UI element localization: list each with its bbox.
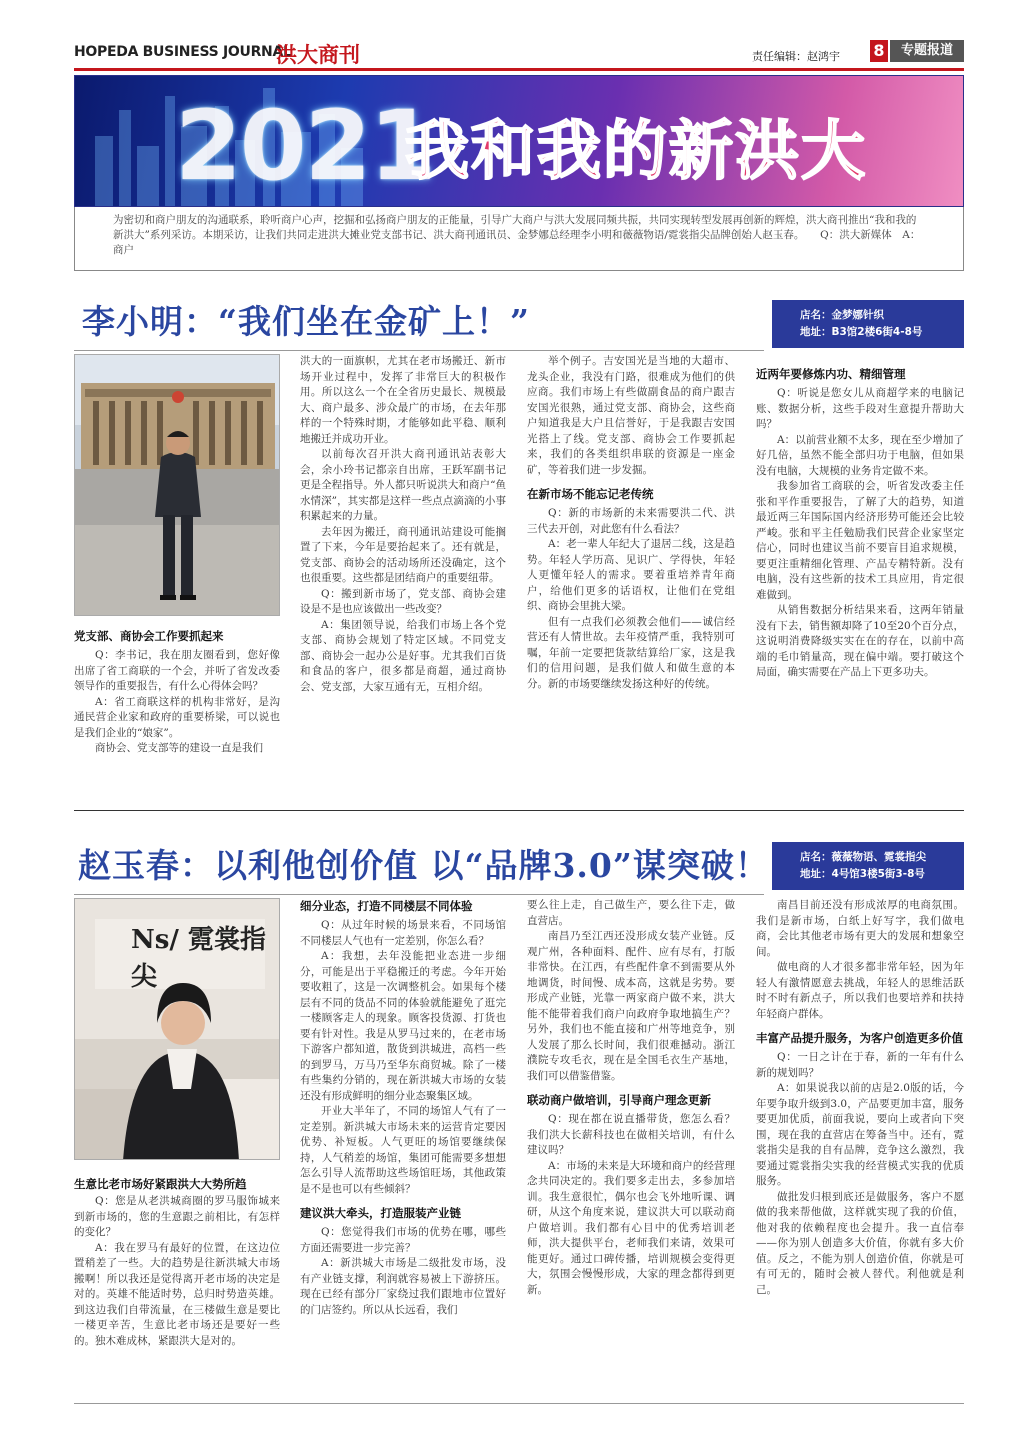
header-rule [74, 68, 964, 71]
banner-year: 2021 [175, 90, 435, 202]
paragraph: Q：李书记，我在朋友圈看到，您好像出席了省工商联的一个会，并听了省发改委领导作的重要报告，有什么心得体会吗？ [74, 649, 280, 692]
skyline-building [95, 136, 113, 206]
paragraph: Q：从过年时候的场景来看，不同场馆不同楼层人气也有一定差别，你怎么看？ [300, 919, 506, 947]
paragraph: 洪大的一面旗帜，尤其在老市场搬迁、新市场开业过程中，发挥了非常巨大的积极作用。所以这么一个在全省历史最长、规模最大、商户最多、涉众最广的市场，在去年那样的一个特殊时期，才能够如此平稳、顺利地搬迁并成功开业。 [300, 355, 506, 445]
article2-photo [74, 898, 280, 1160]
banner-title: 我和我的新洪大 [405, 114, 867, 189]
article2-col2 [300, 898, 506, 1318]
article2-col4 [756, 898, 964, 1298]
brand-en: HOPEDA BUSINESS JOURNAL [74, 44, 292, 60]
paragraph: Q：一日之计在于春，新的一年有什么新的规划吗？ [756, 1051, 964, 1079]
paragraph: A：市场的未来是大环境和商户的经营理念共同决定的。我们要多走出去，多参加培训。我生意很忙，偶尔也会飞外地听课、调研，从这个角度来说，建议洪大可以联动商户做培训。我们都有心目中的优秀培训老师，洪大提供平台，老师我们来请，效果可能更好。通过口碑传播，培训规模会变得更大，氛围会慢慢形成，大家的理念都得到更新。 [527, 1159, 735, 1296]
paragraph: A：以前营业额不太多，现在至少增加了好几倍，虽然不能全部归功于电脑，但如果没有电脑，大规模的业务肯定做不来。 [756, 433, 964, 477]
article2-col1 [74, 1194, 280, 1349]
article1-rule [74, 350, 764, 351]
article1-col4 [756, 366, 964, 681]
section-label: 专题报道 [890, 40, 964, 62]
skyline-building [119, 110, 131, 206]
article1-photo [74, 354, 280, 616]
paragraph: A：新洪城大市场是二级批发市场，没有产业链支撑，利润就容易被上下游挤压。现在已经有部分厂家绕过我们跟地市位置好的门店签约。所以从长远看，我们 [300, 1257, 506, 1316]
article1-store-box [772, 300, 964, 348]
paragraph: Q：您觉得我们市场的优势在哪，哪些方面还需要进一步完善？ [300, 1226, 506, 1254]
paragraph: Q：您是从老洪城商圈的罗马服饰城来到新市场的，您的生意跟之前相比，有怎样的变化？ [74, 1195, 280, 1238]
paragraph: Q：听说是您女儿从商超学来的电脑记账、数据分析，这些手段对生意提升帮助大吗？ [756, 387, 964, 430]
article1-col1 [74, 648, 280, 757]
editor-credit: 责任编辑：赵鸿宇 [752, 50, 840, 63]
subheading: 细分业态，打造不同楼层不同体验 [300, 899, 473, 913]
paragraph: 南昌目前还没有形成浓厚的电商氛围。我们是新市场，白纸上好写字，我们做电商，会比其他老市场有更大的发展和想象空间。 [756, 899, 964, 958]
paragraph: 做电商的人才很多都非常年轻，因为年轻人有激情愿意去挑战，年轻人的思维活跃时不时有新点子，所以我们也要培养和扶持年轻商户群体。 [756, 961, 964, 1020]
portrait-man-image [75, 355, 280, 616]
article1-col3 [527, 354, 735, 692]
paragraph: 商协会、党支部等的建设一直是我们 [95, 742, 263, 754]
article2-title: 赵玉春：以利他创价值 以“品牌3.0”谋突破！ [78, 846, 769, 885]
article1-caption: 党支部、商协会工作要抓起来 [74, 629, 224, 643]
article-divider [74, 810, 964, 811]
paragraph: A：我在罗马有最好的位置，在这边位置稍差了一些。大的趋势是往新洪城大市场搬啊！所以我还是觉得离开老市场的决定是对的。英雄不能适时势，总归时势造英雄。到这边我们自带流量，在三楼做生意是要比一楼更辛苦，生意比老市场还是要好一些的。独木难成林，紧跟洪大是对的。 [74, 1241, 280, 1347]
paragraph: 开业大半年了，不同的场馆人气有了一定差别。新洪城大市场未来的运营肯定要因优势、补短板。人气更旺的场馆要继续保持，人气稍差的场馆，集团可能需要多想想怎么引导人流帮助这些场馆旺场，其他政策是不是也可以有些倾斜？ [300, 1105, 506, 1195]
article1-store-addr: 地址：B3馆2楼6街4-8号 [800, 326, 923, 338]
paragraph: A：如果说我以前的店是2.0版的话，今年要争取升级到3.0，产品要更加丰富，服务要更加优质，前面我说，要向上或者向下突围，现在我的直营店在筹备当中。还有，霓裳指尖是我的自有品牌，竞争这么激烈，我要通过霓裳指尖实我的经营模式实我的优质服务。 [756, 1082, 964, 1187]
subheading: 建议洪大牵头，打造服装产业链 [300, 1206, 461, 1220]
masthead [74, 40, 964, 66]
paragraph: Q：现在都在说直播带货，您怎么看？我们洪大长薪科技也在做相关培训，有什么建议吗？ [527, 1113, 735, 1156]
paragraph: A：我想，去年没能把业态进一步细分，可能是出于平稳搬迁的考虑。今年开始要收粗了，这是一次调整机会。如果每个楼层有不同的货品不同的体验就能避免了逛完一楼顾客走人的现象。顾客投货源、打货也要有针对性。我是从罗马过来的，在老市场下游客户都知道，散货到洪城进，高档一些的到罗马，万马乃至华东商贸城。除了一楼有些集约分销的，现在新洪城大市场的女装还没有形成鲜明的细分业态聚集区域。 [300, 950, 506, 1102]
subheading: 近两年要修炼内功、精细管理 [756, 367, 906, 381]
article2-store-box [772, 842, 964, 890]
subheading: 丰富产品提升服务，为客户创造更多价值 [756, 1031, 963, 1045]
paragraph: 以前每次召开洪大商刊通讯站表彰大会，余小玲书记都亲自出席，王跃军副书记更是全程指导。外人都只听说洪大和商户“鱼水情深”，其实都是这样一些点点滴滴的小事积累起来的力量。 [300, 448, 506, 522]
paragraph: 要么往上走，自己做生产，要么往下走，做直营店。 [527, 899, 735, 927]
shop-sign-text: Ns/ 霓裳指尖 [131, 925, 266, 992]
paragraph: 举个例子。吉安国光是当地的大超市、龙头企业，我没有门路，很难成为他们的供应商。我们市场上有些做副食品的商户跟吉安国光很熟，通过党支部、商协会，这些商户知道我是大户且信誉好，于是我跟吉安国光搭上了线。党支部、商协会工作要抓起来，我们的各类组织串联的资源是一座金矿，等着我们进一步发掘。 [527, 355, 735, 476]
footer-rule [74, 1403, 964, 1404]
subheading: 在新市场不能忘记老传统 [527, 487, 654, 501]
paragraph: A：老一辈人年纪大了退居二线，这是趋势。年轻人学历高、见识广、学得快，年轻人更懂年轻人的需求。要着重培养青年商户，给他们更多的话语权，让他们在党组织、商协会里挑大梁。 [527, 538, 735, 612]
skyline-building [165, 96, 175, 206]
paragraph: Q：搬到新市场了，党支部、商协会建设是不是也应该做出一些改变？ [300, 587, 506, 615]
paragraph: 我参加省工商联的会，听省发改委主任张和平作重要报告，了解了大的趋势，知道最近两三年国际国内经济形势可能还会比较严峻。张和平主任勉励我们民营企业家坚定信心，同时也建议当前不要盲目追求规模，要更注重精细化管理、产品专精特新。没有电脑，没有这些新的技术工具应用，肯定很难做到。 [756, 480, 964, 601]
article2-store-name: 店名：薇薇物语、霓裳指尖 [800, 851, 926, 863]
paragraph: A：集团领导说，给我们市场上各个党支部、商协会规划了特定区域。不同党支部、商协会一起办公是好事。尤其我们百货和食品的客户，很多都是商超，通过商协会、党支部，大家互通有无，互相介绍。 [300, 618, 506, 693]
paragraph: 做批发归根到底还是做服务，客户不愿做的我来帮他做，这样就实现了我的价值，他对我的依赖程度也会提升。我一直信奉——你为别人创造多大价值，你就有多大价值。反之，不能为别人创造价值，你就是可有可无的，随时会被人替代。利他就是利己。 [756, 1190, 964, 1296]
page-number: 8 [870, 40, 888, 62]
skyline-building [137, 146, 159, 206]
intro-box [74, 207, 964, 271]
article2-col3 [527, 898, 735, 1298]
article1-title: 李小明：“我们坐在金矿上！” [82, 302, 530, 341]
subheading: 联动商户做培训，引导商户理念更新 [527, 1093, 711, 1107]
intro-text: 为密切和商户朋友的沟通联系，聆听商户心声，挖掘和弘扬商户朋友的正能量，引导广大商户与洪大发展同频共振，共同实现转型发展再创新的辉煌，洪大商刊推出“我和我的新洪大”系列采访。本期采访，让我们共同走进洪大摊业党支部书记、洪大商刊通讯员、金梦娜总经理李小明和薇薇物语/霓裳指尖品牌创始人赵玉春。 Q：洪大新媒体 A：商户 [113, 214, 921, 256]
paragraph: Q：新的市场新的未来需要洪二代、洪三代去开创，对此您有什么看法？ [527, 507, 735, 535]
article1-store-name: 店名：金梦娜针织 [800, 309, 884, 321]
paragraph: 南昌乃至江西还没形成女装产业链。反观广州，各种面料、配件、应有尽有，打版非常快。在江西，有些配件拿不到需要从外地调货，时间慢、成本高，这就是劣势。要形成产业链，光靠一两家商户做不来，洪大能不能带着我们商户向政府争取地搞生产？另外，我们也不能直接和广州等地竞争，别人发展了那么长时间，我们很难撼动。浙江濮院专攻毛衣，现在是全国毛衣生产基地，我们可以借鉴借鉴。 [527, 930, 735, 1082]
article1-col2 [300, 354, 506, 695]
paragraph: 从销售数据分析结果来看，这两年销量没有下去，销售额却降了10至20个百分点，这说明消费降级实实在在的存在，以前中高端的毛巾销量高，现在偏中端。要打破这个局面，确实需要在产品上下更多功夫。 [756, 604, 964, 678]
paragraph: A：省工商联这样的机构非常好，是沟通民营企业家和政府的重要桥梁，可以说也是我们企业的“娘家”。 [74, 695, 280, 739]
article2-caption: 生意比老市场好紧跟洪大大势所趋 [74, 1177, 247, 1191]
article2-store-addr: 地址：4号馆3楼5街3-8号 [800, 868, 925, 880]
article2-rule [74, 894, 764, 895]
paragraph: 去年因为搬迁，商刊通讯站建设可能搁置了下来，今年是要抬起来了。还有就是，党支部、商协会的活动场所还没确定，这个也很重要。这些都是团结商户的重要纽带。 [300, 525, 506, 584]
banner [74, 75, 964, 207]
brand-cn: 洪大商刊 [276, 42, 360, 67]
paragraph: 但有一点我们必须教会他们——诚信经营还有人情世故。去年疫情严重，我特别可嘱，年前一定要把货款结算给厂家，这是我们的信用问题，是我们做人和做生意的本分。新的市场要继续发扬这种好的传统。 [527, 615, 735, 690]
